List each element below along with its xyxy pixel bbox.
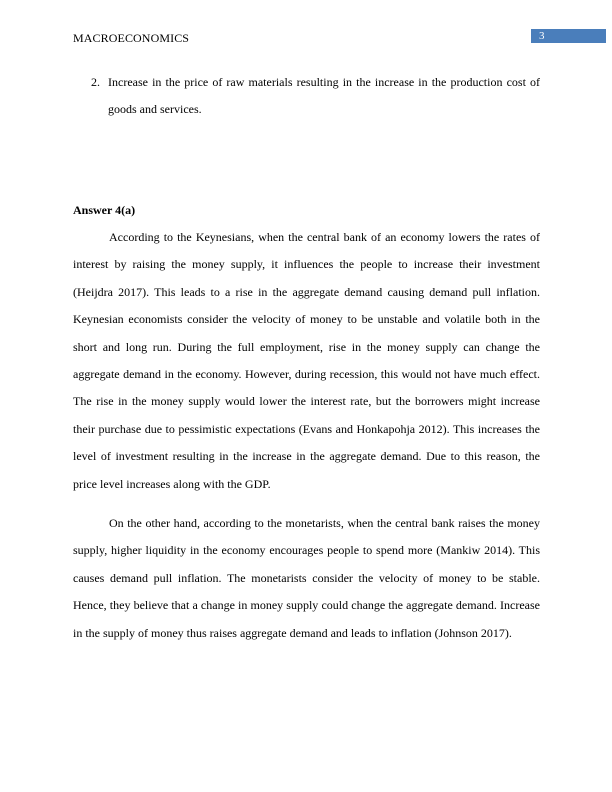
paragraph-keynesian: According to the Keynesians, when the central bank of an economy lowers the rates of interest by raising the money supply, it influences the people to increase their investment (Heijdra 2017). This leads to a rise in the aggregate demand causing demand pull inflation. Keynesian economists consider the velocity of money to be unstable and volatile both in the short and long run. During the full employment, rise in the money supply can change the aggregate demand in the economy. However, during recession, this would not have much effect. The rise in the money supply would lower the interest rate, but the borrowers might increase their purchase due to pessimistic expectations (Evans and Honkapohja 2012). This increases the level of investment resulting in the increase in the aggregate demand. Due to this reason, the price level increases along with the GDP. bbox=[73, 230, 540, 491]
section-heading: Answer 4(a) bbox=[73, 203, 136, 217]
paragraph-monetarist: On the other hand, according to the monetarists, when the central bank raises the money supply, higher liquidity in the economy encourages people to spend more (Mankiw 2014). This causes demand pull inflation. The monetarists consider the velocity of money to be stable. Hence, they believe that a change in money supply could change the aggregate demand. Increase in the supply of money thus raises aggregate demand and leads to inflation (Johnson 2017). bbox=[73, 516, 540, 640]
list-item bbox=[91, 69, 540, 124]
page-number-box bbox=[531, 29, 606, 43]
page-number: 3 bbox=[539, 30, 545, 42]
numbered-list bbox=[91, 69, 540, 124]
list-item-text: Increase in the price of raw materials resulting in the increase in the production cost of goods and services. bbox=[108, 75, 540, 117]
list-item-number: 2. bbox=[91, 75, 100, 89]
running-head: MACROECONOMICS bbox=[73, 31, 190, 45]
